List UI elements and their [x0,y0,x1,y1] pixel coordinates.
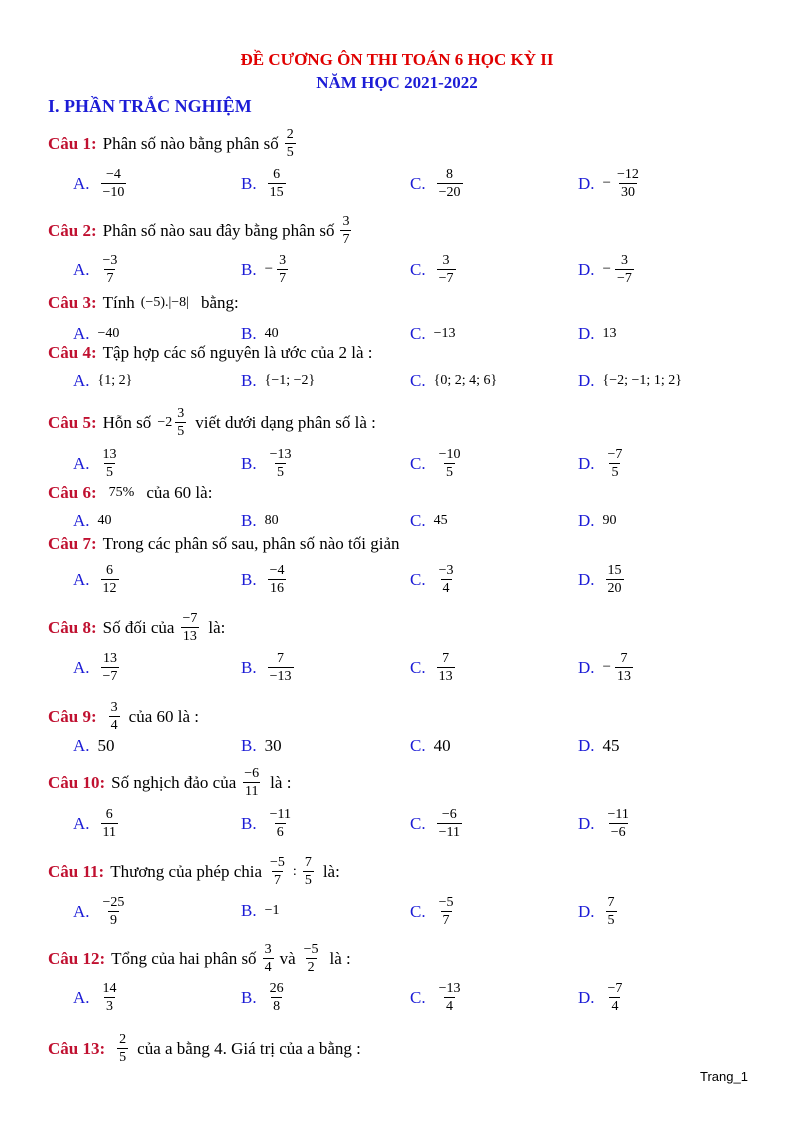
fraction-denominator: 7 [442,913,450,928]
answer-option-a [73,736,115,756]
fraction-numerator: −5 [270,855,285,870]
answer-option-b [241,511,279,531]
math-expression: 75% [108,485,135,500]
fraction-numerator: 3 [279,253,287,268]
answer-option-d [578,511,617,531]
fraction-denominator: 4 [611,999,619,1014]
answer-letter: A. [73,324,90,343]
answer-letter: D. [578,371,595,390]
answer-option-a [73,166,129,201]
answer-letter: D. [578,657,595,677]
fraction [615,252,634,287]
answer-letter: B. [241,324,257,343]
fraction-numerator: −10 [438,447,461,462]
answer-letter: D. [578,324,595,343]
answer-option-b [241,980,289,1015]
operator: : [292,863,297,879]
question-text: viết dưới dạng phân số là : [195,412,376,432]
question-text: là : [270,772,292,792]
fraction-numerator: −4 [269,563,285,578]
fraction-denominator: 5 [286,145,294,160]
fraction-denominator: −20 [438,185,461,200]
answer-option-b [241,562,290,597]
fraction-denominator: 3 [106,999,114,1014]
answer-option-a [73,371,132,391]
fraction [101,252,120,287]
question-text: Tập hợp các số nguyên là ước của 2 là : [102,343,373,362]
answer-letter: A. [73,736,90,755]
mixed-number [157,405,189,440]
answer-option-c [410,562,459,597]
fraction [615,650,633,685]
answer-option-c [410,736,451,756]
answer-letter: A. [73,813,90,833]
fraction-denominator: 12 [102,581,117,596]
fraction-numerator: 7 [607,895,615,910]
answer-option-d [578,806,634,841]
fraction [285,126,296,161]
question-text: Số đối của [102,617,175,637]
fraction-denominator: 8 [273,999,281,1014]
answer-letter: A. [73,657,90,677]
page-number: Trang_1 [700,1069,748,1084]
answer-option-d [578,980,627,1015]
answer-value: 45 [433,513,448,528]
fraction-numerator: 15 [607,563,622,578]
answer-option-c [410,806,465,841]
answer-letter: B. [241,657,257,677]
question-8 [48,610,225,645]
answer-option-a [73,446,122,481]
question-1 [48,126,299,161]
answer-option-b [241,736,282,756]
fraction [180,610,199,645]
operator: và [279,948,296,968]
fraction-denominator: 13 [182,629,197,644]
answer-value: 90 [602,513,617,528]
answer-letter: B. [241,453,257,473]
answer-value: 40 [97,513,112,528]
answer-letter: B. [241,901,257,920]
answer-letter: D. [578,453,595,473]
answer-option-a [73,562,122,597]
fraction-numerator: 8 [446,167,454,182]
fraction-numerator: 7 [304,855,312,870]
answer-option-d [578,166,644,201]
fraction [263,941,274,976]
fraction-denominator: 4 [264,960,272,975]
fraction-denominator: −13 [269,669,292,684]
fraction-denominator: −10 [102,185,125,200]
fraction-numerator: −4 [106,167,121,182]
answer-option-a [73,980,122,1015]
fraction [101,446,119,481]
answer-letter: C. [410,657,426,677]
question-label: Câu 4: [48,343,97,362]
fraction-denominator: 11 [102,825,117,840]
answer-letter: C. [410,511,426,530]
answer-letter: D. [578,511,595,530]
fraction [437,446,463,481]
answer-option-d [578,324,617,344]
answer-letter: D. [578,736,595,755]
fraction-denominator: 30 [620,185,635,200]
answer-option-c [410,252,459,287]
fraction [109,699,120,734]
fraction-denominator: 2 [307,960,315,975]
question-text: Phân số nào sau đây bằng phân số [102,220,335,240]
answer-letter: C. [410,259,426,279]
fraction [117,1031,128,1066]
question-text: của 60 là : [128,706,199,726]
answer-option-b [241,650,297,685]
fraction [606,894,617,929]
fraction-numerator: 13 [102,447,117,462]
minus-sign: − [602,261,611,277]
answer-letter: D. [578,173,595,193]
answer-option-b [241,371,315,391]
math-expression: (−5).|−8| [140,295,189,310]
fraction-denominator: 13 [438,669,453,684]
fraction [606,806,631,841]
fraction-denominator: −11 [438,825,460,840]
fraction [340,213,351,248]
answer-value: 40 [264,326,279,341]
answer-option-d [578,252,637,287]
answer-letter: C. [410,324,426,343]
question-text: Trong các phân số sau, phân số nào tối giản [102,534,400,553]
fraction-denominator: 7 [106,271,114,286]
fraction-numerator: −5 [303,942,319,957]
fraction-numerator: −11 [269,807,291,822]
question-4 [48,343,372,363]
fraction-denominator: 6 [276,825,284,840]
fraction [615,166,641,201]
fraction-numerator: 6 [105,807,113,822]
answer-value: {−2; −1; 1; 2} [602,373,682,388]
fraction-numerator: 6 [106,563,114,578]
fraction-numerator: −13 [438,981,461,996]
school-year: NĂM HỌC 2021-2022 [316,73,478,92]
question-text: là: [208,617,226,637]
fraction-numerator: 3 [620,253,628,268]
question-label: Câu 7: [48,534,97,553]
question-3 [48,293,239,313]
answer-value: {−1; −2} [264,373,316,388]
answer-value: 40 [433,736,451,755]
fraction-numerator: −6 [244,766,260,781]
answer-option-c [410,371,497,391]
fraction-numerator: 7 [442,651,450,666]
answer-letter: A. [73,259,90,279]
answer-letter: C. [410,453,426,473]
fraction [437,252,456,287]
fraction [268,650,294,685]
answer-letter: D. [578,569,595,589]
answer-value: 13 [602,326,617,341]
answer-letter: C. [410,987,426,1007]
answer-value: −40 [97,326,120,341]
fraction [101,650,120,685]
question-label: Câu 8: [48,617,97,637]
answer-letter: A. [73,173,90,193]
fraction [437,562,456,597]
answer-letter: C. [410,901,426,921]
fraction-denominator: 5 [607,913,615,928]
fraction-numerator: 3 [110,700,118,715]
fraction-numerator: 3 [342,214,350,229]
answer-option-a [73,324,119,344]
fraction-numerator: 14 [102,981,117,996]
answer-letter: B. [241,813,257,833]
answer-option-b [241,324,279,344]
fraction-denominator: 5 [446,465,454,480]
answer-letter: C. [410,813,426,833]
answer-letter: A. [73,371,90,390]
question-5 [48,405,376,440]
fraction [302,941,321,976]
fraction-numerator: −6 [441,807,457,822]
fraction-numerator: −11 [607,807,629,822]
answer-option-b [241,446,297,481]
fraction [437,980,463,1015]
fraction [101,894,127,929]
answer-value: −1 [264,903,280,918]
question-text: Tổng của hai phân số [111,948,257,968]
answer-letter: B. [241,736,257,755]
fraction-numerator: 13 [102,651,117,666]
fraction [101,806,118,841]
answer-letter: B. [241,259,257,279]
fraction [606,562,624,597]
answer-option-b [241,166,289,201]
question-text: Phân số nào bằng phân số [102,133,279,153]
fraction-denominator: 7 [342,232,350,247]
answer-letter: D. [578,987,595,1007]
fraction-denominator: −6 [610,825,626,840]
answer-option-d [578,446,627,481]
answer-option-d [578,562,627,597]
answer-option-a [73,650,122,685]
answer-letter: A. [73,511,90,530]
mixed-whole: −2 [157,414,173,430]
question-text: của a bằng 4. Giá trị của a bằng : [137,1038,361,1058]
fraction-numerator: 3 [442,253,450,268]
fraction-numerator: 2 [119,1032,127,1047]
answer-letter: B. [241,987,257,1007]
answer-letter: B. [241,371,257,390]
answer-option-c [410,650,458,685]
answer-option-c [410,324,456,344]
fraction-denominator: 20 [607,581,622,596]
fraction-denominator: −7 [102,669,118,684]
fraction-denominator: 11 [244,784,259,799]
answer-letter: C. [410,173,426,193]
answer-letter: A. [73,987,90,1007]
question-7 [48,534,399,554]
fraction [268,806,293,841]
fraction-denominator: 5 [119,1050,127,1065]
section-heading: I. PHẦN TRẮC NGHIỆM [48,96,252,116]
fraction [268,980,286,1015]
fraction-denominator: 9 [109,913,117,928]
answer-letter: C. [410,569,426,589]
fraction [175,405,186,440]
fraction [437,806,462,841]
answer-value: {1; 2} [97,373,133,388]
question-11 [48,854,340,889]
fraction-denominator: 4 [442,581,450,596]
question-text: bằng: [201,293,239,312]
fraction [242,765,261,800]
minus-sign: − [264,261,274,277]
answer-letter: D. [578,259,595,279]
fraction-numerator: 2 [286,127,294,142]
question-label: Câu 11: [48,861,105,881]
fraction-denominator: 5 [611,465,619,480]
fraction-numerator: −3 [102,253,118,268]
fraction-numerator: −25 [102,895,125,910]
fraction-denominator: −7 [438,271,454,286]
question-text: Tính [102,293,135,312]
answer-option-c [410,980,466,1015]
fraction-denominator: 4 [446,999,454,1014]
fraction-denominator: 5 [106,465,114,480]
answer-option-a [73,894,129,929]
fraction [268,166,286,201]
question-13 [48,1031,361,1066]
answer-option-c [410,166,466,201]
answer-letter: A. [73,453,90,473]
fraction-denominator: 13 [617,669,631,684]
fraction-denominator: 5 [177,424,185,439]
fraction [437,166,463,201]
fraction [268,854,287,889]
fraction-denominator: 15 [269,185,284,200]
question-12 [48,941,351,976]
fraction [277,252,288,287]
answer-option-c [410,894,459,929]
question-label: Câu 2: [48,220,97,240]
fraction-numerator: −12 [617,167,639,182]
question-9 [48,699,199,734]
answer-letter: D. [578,813,595,833]
fraction-numerator: −7 [182,611,198,626]
fraction-numerator: 26 [269,981,284,996]
fraction-numerator: −7 [607,981,623,996]
question-text: của 60 là: [146,483,213,502]
answer-letter: B. [241,173,257,193]
fraction-denominator: 5 [277,465,285,480]
answer-letter: B. [241,569,257,589]
answer-option-b [241,252,291,287]
answer-letter: A. [73,901,90,921]
fraction-numerator: 7 [620,651,628,666]
fraction-numerator: −7 [607,447,623,462]
fraction-denominator: 7 [273,873,281,888]
document-title: ĐỀ CƯƠNG ÔN THI TOÁN 6 HỌC KỲ II [240,50,554,69]
question-2 [48,213,354,248]
fraction [101,166,127,201]
fraction [268,562,287,597]
question-text: Hỗn số [102,412,152,432]
answer-letter: B. [241,511,257,530]
answer-letter: C. [410,736,426,755]
question-label: Câu 10: [48,772,106,792]
answer-value: 80 [264,513,279,528]
answer-option-c [410,446,466,481]
fraction [101,562,119,597]
question-text: Số nghịch đảo của [111,772,237,792]
question-text: Thương của phép chia [110,861,263,881]
answer-value: −13 [433,326,456,341]
answer-value: {0; 2; 4; 6} [433,373,498,388]
answer-value: 30 [264,736,282,755]
fraction [437,650,455,685]
question-10 [48,765,291,800]
question-text: là : [329,948,351,968]
fraction-denominator: 16 [270,581,285,596]
question-label: Câu 5: [48,412,97,432]
question-label: Câu 3: [48,293,97,312]
fraction-numerator: 3 [264,942,272,957]
fraction [437,894,456,929]
fraction-denominator: 4 [110,718,118,733]
answer-option-a [73,806,121,841]
answer-option-a [73,511,112,531]
question-label: Câu 1: [48,133,97,153]
fraction-numerator: −3 [438,563,454,578]
fraction [101,980,119,1015]
fraction-numerator: 3 [177,406,185,421]
fraction [606,446,625,481]
fraction [303,854,314,889]
fraction-numerator: 6 [273,167,281,182]
answer-value: 50 [97,736,115,755]
minus-sign: − [602,659,611,675]
answer-value: 45 [602,736,620,755]
question-label: Câu 13: [48,1038,106,1058]
fraction-numerator: 7 [277,651,285,666]
answer-option-c [410,511,448,531]
minus-sign: − [602,175,611,191]
answer-option-d [578,736,620,756]
answer-letter: D. [578,901,595,921]
fraction [606,980,625,1015]
question-label: Câu 9: [48,706,97,726]
question-6 [48,483,212,503]
question-label: Câu 12: [48,948,106,968]
fraction-denominator: −7 [617,271,632,286]
answer-option-d [578,650,636,685]
question-label: Câu 6: [48,483,97,502]
answer-letter: A. [73,569,90,589]
fraction-denominator: 5 [304,873,312,888]
answer-option-d [578,371,682,391]
answer-option-b [241,901,280,921]
fraction [268,446,294,481]
answer-option-d [578,894,620,929]
fraction-numerator: −5 [438,895,454,910]
fraction-denominator: 7 [279,271,287,286]
fraction-numerator: −13 [269,447,292,462]
answer-letter: C. [410,371,426,390]
answer-option-b [241,806,296,841]
question-text: là: [322,861,340,881]
answer-option-a [73,252,122,287]
